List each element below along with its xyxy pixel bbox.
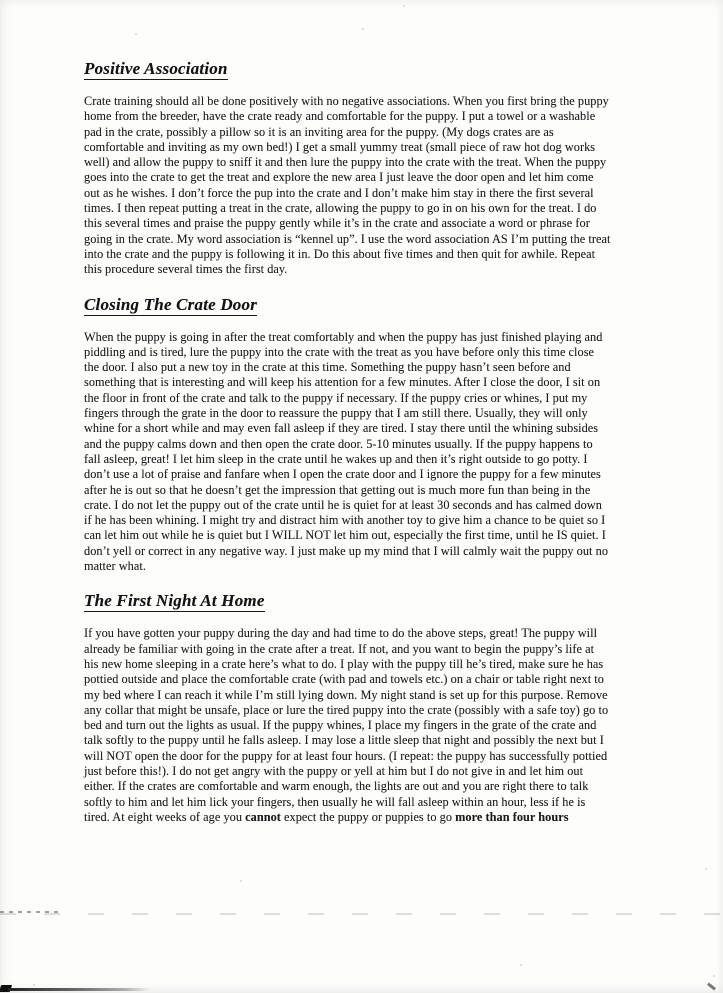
text-line: out as he wishes. I don’t force the pup into the crate and I don’t make him stay in there the first several — [84, 185, 594, 200]
text-line: matter what. — [84, 559, 146, 574]
document-section — [84, 294, 672, 575]
scan-speck — [713, 975, 715, 977]
scan-speck — [403, 5, 405, 7]
text-line: softly to him and let him lick your fingers, then usually he will fall asleep within an hour, less if he is — [84, 794, 586, 809]
text-line: already be familiar with going in the crate after a treat. If not, and you want to begin the puppy’s life at — [84, 641, 595, 656]
text-line: don’t use a lot of praise and fanfare when I open the crate door and I ignore the puppy for a few minutes — [84, 467, 601, 482]
scan-artifact-corner-streak — [8, 988, 150, 991]
text-line: don’t yell or correct in any negative way. I just make up my mind that I will calmly wait the puppy out no — [84, 543, 609, 558]
text-line: either. If the crates are comfortable and warm enough, the lights are out and you are right there to talk — [84, 779, 589, 794]
text-line: comfortable and inviting as my own bed!) I get a small yummy treat (small piece of raw hot dog works — [84, 139, 596, 154]
scan-speck — [240, 880, 242, 882]
text-line: after he is out so that he doesn’t get the impression that getting out is much more fun than being in the — [84, 482, 591, 497]
text-line: crate. I do not let the puppy out of the crate until he is quiet for at least 30 seconds and has calmed down — [84, 497, 602, 512]
text-line: If you have gotten your puppy during the day and had time to do the above steps, great! The puppy will — [84, 626, 598, 641]
paragraph — [84, 94, 672, 278]
scan-speck — [520, 964, 522, 966]
text-line: his new home sleeping in a crate here’s what to do. I play with the puppy till he’s tired, make sure he has — [84, 656, 604, 671]
text-line: fingers through the grate in the door to reassure the puppy that I am still there. Usually, they will only — [84, 406, 588, 421]
paragraph — [84, 330, 672, 575]
text-line: talk softly to the puppy until he falls asleep. I may lose a little sleep that night and possibly the next but I — [84, 733, 604, 748]
text-line: something that is interesting and will keep his attention for a few minutes. After I close the door, I sit on — [84, 375, 601, 390]
text-line: can let him out while he is quiet but I WILL NOT let him out, especially the first time, until he IS quiet. I — [84, 528, 606, 543]
scan-artifact-corner-tick — [707, 983, 716, 991]
section-heading: The First Night At Home — [84, 591, 265, 611]
scan-speck — [33, 984, 35, 986]
document-content — [84, 58, 672, 825]
text-line: into the crate and the puppy is following it in. Do this about five times and then quit for awhile. Repeat — [84, 246, 596, 261]
document-section — [84, 58, 672, 278]
scan-speck — [362, 28, 364, 30]
text-line: any collar that might be unsafe, place or lure the tired puppy into the crate (possibly with a safe toy) go to — [84, 702, 609, 717]
text-line: just before this!). I do not get angry with the puppy or yell at him but I do not give in and let him out — [84, 763, 584, 778]
text-line: if he has been whining. I might try and distract him with another toy to give him a chance to be quiet so I — [84, 513, 606, 528]
text-line: piddling and is tired, lure the puppy into the crate with the treat as you have before only this time close — [84, 344, 595, 359]
text-line: the door. I also put a new toy in the crate at this time. Something the puppy hasn’t seen before and — [84, 360, 571, 375]
text-line: times. I then repeat putting a treat in the crate, allowing the puppy to go in on his own for the treat. I do — [84, 201, 597, 216]
text-line: going in the crate. My word association is “kennel up”. I use the word association AS I’m putting the treat — [84, 231, 611, 246]
text-line: tired. At eight weeks of age you cannot expect the puppy or puppies to go more than four hours — [84, 809, 569, 824]
text-line: pad in the crate, possibly a pillow so it is an inviting area for the puppy. (My dogs crates are as — [84, 124, 554, 139]
text-line: my bed where I can reach it while I’m still lying down. My night stand is set up for this purpose. Remove — [84, 687, 608, 702]
text-line: home from the breeder, have the crate ready and comfortable for the puppy. I put a towel or a washable — [84, 109, 596, 124]
text-line: When the puppy is going in after the treat comfortably and when the puppy has just finished playing and — [84, 329, 603, 344]
scan-speck — [135, 33, 137, 35]
text-line: goes into the crate to get the treat and explore the new area I just leave the door open and let him come — [84, 170, 594, 185]
document-section — [84, 590, 672, 825]
section-heading: Positive Association — [84, 59, 228, 78]
scan-speck — [705, 868, 707, 870]
text-line: the floor in front of the crate and talk to the puppy if necessary. If the puppy cries or whines, I put my — [84, 390, 588, 405]
text-line: will NOT open the door for the puppy for at least four hours. (I repeat: the puppy has successfully pottied — [84, 748, 608, 763]
text-line: whine for a short while and may even fall asleep if they are tired. I stay there until the whining subsides — [84, 421, 599, 436]
text-line: Crate training should all be done positively with no negative associations. When you first bring the puppy — [84, 94, 609, 108]
text-line: this several times and praise the puppy gently while it’s in the crate and associate a word or phrase for — [84, 216, 590, 231]
text-line: this procedure several times the first day. — [84, 262, 288, 277]
section-heading: Closing The Crate Door — [84, 294, 258, 314]
scan-artifact-dash-row — [0, 913, 723, 915]
text-line: and the puppy calms down and then open the crate door. 5-10 minutes usually. If the puppy happens to — [84, 436, 593, 451]
text-line: well) and allow the puppy to sniff it and then lure the puppy into the crate with the treat. When the puppy — [84, 155, 607, 170]
text-line: bed and turn out the lights as usual. If the puppy whines, I place my fingers in the grate of the crate and — [84, 718, 597, 733]
paragraph — [84, 626, 672, 825]
text-line: fall asleep, great! I let him sleep in the crate until he wakes up and then it’s right outside to go potty. I — [84, 451, 588, 466]
text-line: pottied outside and place the comfortable crate (with pad and towels etc.) on a chair or table right next to — [84, 672, 604, 687]
scan-artifact-dash-left — [0, 911, 62, 913]
